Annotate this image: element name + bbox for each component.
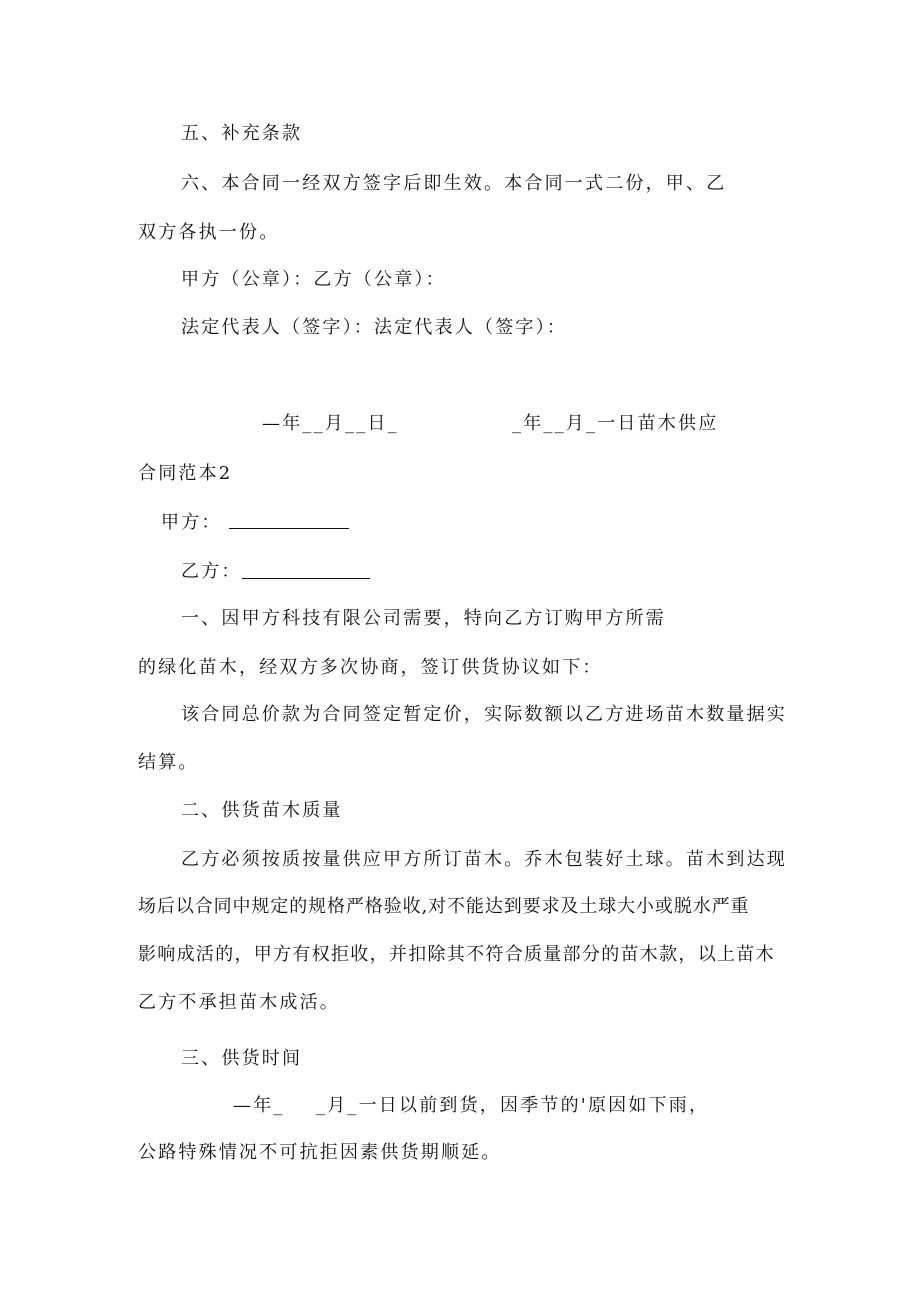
- quality-line-4: 乙方不承担苗木成活。: [138, 992, 340, 1013]
- delivery-line-1-left: —年_: [233, 1095, 285, 1116]
- signature-line: 法定代表人（签字）：法定代表人（签字）：: [181, 317, 567, 338]
- date-line-left: —年__月__日_: [262, 413, 399, 434]
- seal-line: 甲方（公章）：乙方（公章）：: [181, 269, 446, 290]
- clause-6-line-2: 双方各执一份。: [138, 222, 280, 243]
- clause-1-line-1: 一、因甲方科技有限公司需要，特向乙方订购甲方所需: [181, 608, 666, 629]
- contract-template-title: 合同范本2: [138, 463, 233, 484]
- clause-5-heading: 五、补充条款: [181, 123, 303, 144]
- clause-1-line-2: 的绿化苗木，经双方多次协商，签订供货协议如下：: [138, 657, 603, 678]
- party-b-label: 乙方：: [181, 561, 242, 582]
- party-b-blank: [242, 578, 370, 579]
- delivery-line-1-right: _月_一日以前到货，因季节的'原因如下雨，: [316, 1095, 710, 1116]
- date-line-right: _年__月_一日苗木供应: [512, 413, 719, 434]
- quality-line-3: 影响成活的，甲方有权拒收，并扣除其不符合质量部分的苗木款，以上苗木: [138, 944, 775, 965]
- clause-2-heading: 二、供货苗木质量: [181, 800, 343, 821]
- clause-3-heading: 三、供货时间: [181, 1048, 303, 1069]
- delivery-line-2: 公路特殊情况不可抗拒因素供货期顺延。: [138, 1142, 502, 1163]
- quality-line-1: 乙方必须按质按量供应甲方所订苗木。乔木包装好土球。苗木到达现: [181, 849, 787, 870]
- price-line-1: 该合同总价款为合同签定暂定价，实际数额以乙方进场苗木数量据实: [181, 704, 787, 725]
- price-line-2: 结算。: [138, 752, 199, 773]
- party-a-blank: [229, 528, 349, 529]
- quality-line-2: 场后以合同中规定的规格严格验收,对不能达到要求及土球大小或脱水严重: [138, 896, 750, 917]
- party-a-label: 甲方：: [161, 512, 222, 533]
- clause-6-line-1: 六、本合同一经双方签字后即生效。本合同一式二份，甲、乙: [181, 173, 727, 194]
